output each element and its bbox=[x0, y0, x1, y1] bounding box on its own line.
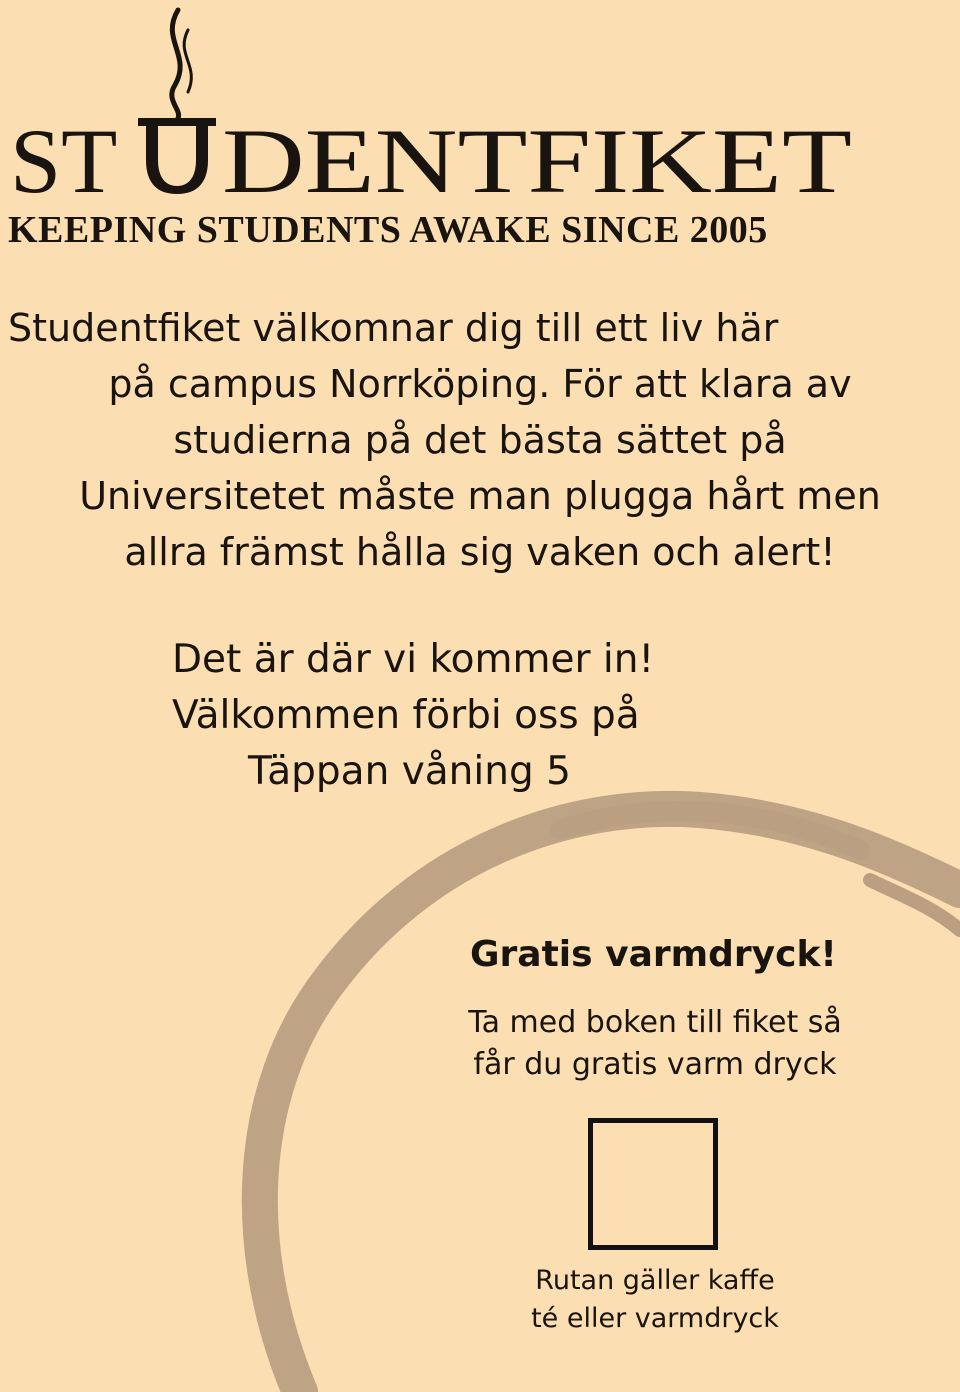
tagline: KEEPING STUDENTS AWAKE SINCE 2005 bbox=[8, 209, 768, 251]
intro-paragraph bbox=[0, 300, 960, 580]
stamp-note-line: Rutan gäller kaffe bbox=[535, 1265, 775, 1296]
welcome-paragraph bbox=[172, 632, 772, 800]
logo-text-prefix: ST bbox=[10, 110, 118, 200]
offer-body bbox=[440, 1002, 870, 1086]
stamp-note bbox=[510, 1262, 800, 1338]
offer-line: får du gratis varm dryck bbox=[473, 1047, 837, 1082]
welcome-line: Det är där vi kommer in! bbox=[172, 637, 655, 682]
intro-line: Universitetet måste man plugga hårt men bbox=[79, 474, 881, 518]
stamp-note-line: té eller varmdryck bbox=[531, 1303, 779, 1334]
intro-line: på campus Norrköping. För att klara av bbox=[108, 362, 852, 406]
welcome-line: Täppan våning 5 bbox=[248, 749, 571, 794]
logo bbox=[10, 0, 855, 200]
intro-line: allra främst hålla sig vaken och alert! bbox=[124, 530, 836, 574]
welcome-line: Välkommen förbi oss på bbox=[172, 693, 640, 738]
intro-line: studierna på det bästa sättet på bbox=[173, 418, 787, 462]
offer-title: Gratis varmdryck! bbox=[470, 934, 837, 975]
stamp-box bbox=[588, 1118, 718, 1250]
logo-text-suffix: DENTFIKET bbox=[222, 110, 852, 200]
offer-line: Ta med boken till fiket så bbox=[468, 1005, 842, 1040]
studentfiket-logo bbox=[10, 0, 855, 200]
intro-line: Studentfiket välkomnar dig till ett liv här bbox=[8, 306, 779, 350]
